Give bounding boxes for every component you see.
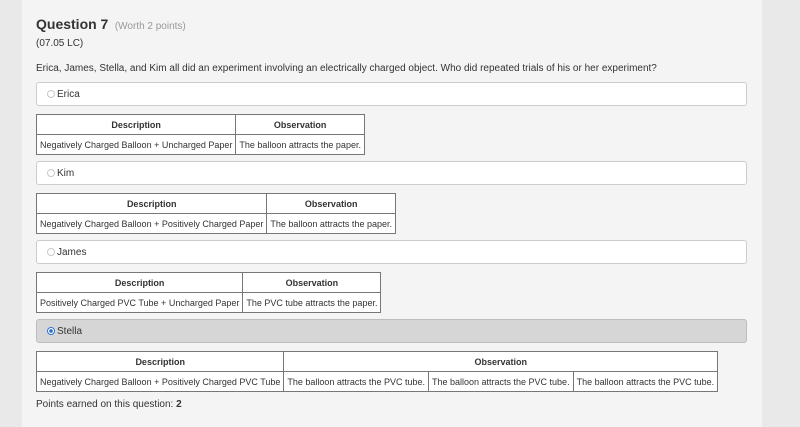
column-header: Observation — [284, 352, 718, 372]
data-table-stella — [36, 351, 718, 392]
question-code: (07.05 LC) — [36, 38, 84, 49]
question-panel — [22, 0, 762, 427]
answer-choice-erica[interactable] — [36, 82, 747, 106]
table-cell: Negatively Charged Balloon + Positively Charged Paper — [37, 214, 267, 234]
question-header — [36, 16, 186, 34]
table-row — [37, 372, 718, 392]
table-header-row — [37, 273, 381, 293]
answer-choice-stella[interactable] — [36, 319, 747, 343]
radio-button-icon[interactable] — [47, 169, 55, 177]
choice-label: Erica — [57, 89, 80, 100]
table-cell: The balloon attracts the PVC tube. — [284, 372, 429, 392]
table-row — [37, 135, 365, 155]
table-cell: The balloon attracts the paper. — [236, 135, 365, 155]
choice-label: Stella — [57, 326, 83, 337]
points-earned — [36, 399, 182, 410]
radio-button-icon[interactable] — [47, 248, 55, 256]
column-header: Description — [37, 115, 236, 135]
table-row — [37, 293, 381, 313]
table-cell: The balloon attracts the paper. — [267, 214, 396, 234]
column-header: Observation — [243, 273, 381, 293]
data-table-kim — [36, 193, 396, 234]
column-header: Description — [37, 273, 243, 293]
table-cell: Negatively Charged Balloon + Uncharged Paper — [37, 135, 236, 155]
table-cell: Negatively Charged Balloon + Positively Charged PVC Tube — [37, 372, 284, 392]
question-worth: (Worth 2 points) — [114, 21, 186, 32]
radio-button-selected-icon[interactable] — [47, 327, 55, 335]
question-prompt: Erica, James, Stella, and Kim all did an experiment involving an electrically charged object. Who did repeated trials of his or her experiment? — [36, 63, 657, 74]
table-header-row — [37, 115, 365, 135]
table-header-row — [37, 352, 718, 372]
column-header: Description — [37, 352, 284, 372]
answer-choice-james[interactable] — [36, 240, 747, 264]
data-table-james — [36, 272, 381, 313]
table-cell: Positively Charged PVC Tube + Uncharged Paper — [37, 293, 243, 313]
column-header: Observation — [267, 194, 396, 214]
choice-label: Kim — [57, 168, 75, 179]
choice-label: James — [57, 247, 87, 258]
table-cell: The balloon attracts the PVC tube. — [428, 372, 573, 392]
table-cell: The PVC tube attracts the paper. — [243, 293, 381, 313]
answer-choice-kim[interactable] — [36, 161, 747, 185]
question-number: Question 7 — [36, 16, 109, 32]
points-value: 2 — [176, 399, 182, 410]
table-header-row — [37, 194, 396, 214]
table-cell: The balloon attracts the PVC tube. — [573, 372, 718, 392]
column-header: Observation — [236, 115, 365, 135]
table-row — [37, 214, 396, 234]
column-header: Description — [37, 194, 267, 214]
radio-button-icon[interactable] — [47, 90, 55, 98]
points-label: Points earned on this question: — [36, 399, 174, 410]
data-table-erica — [36, 114, 365, 155]
